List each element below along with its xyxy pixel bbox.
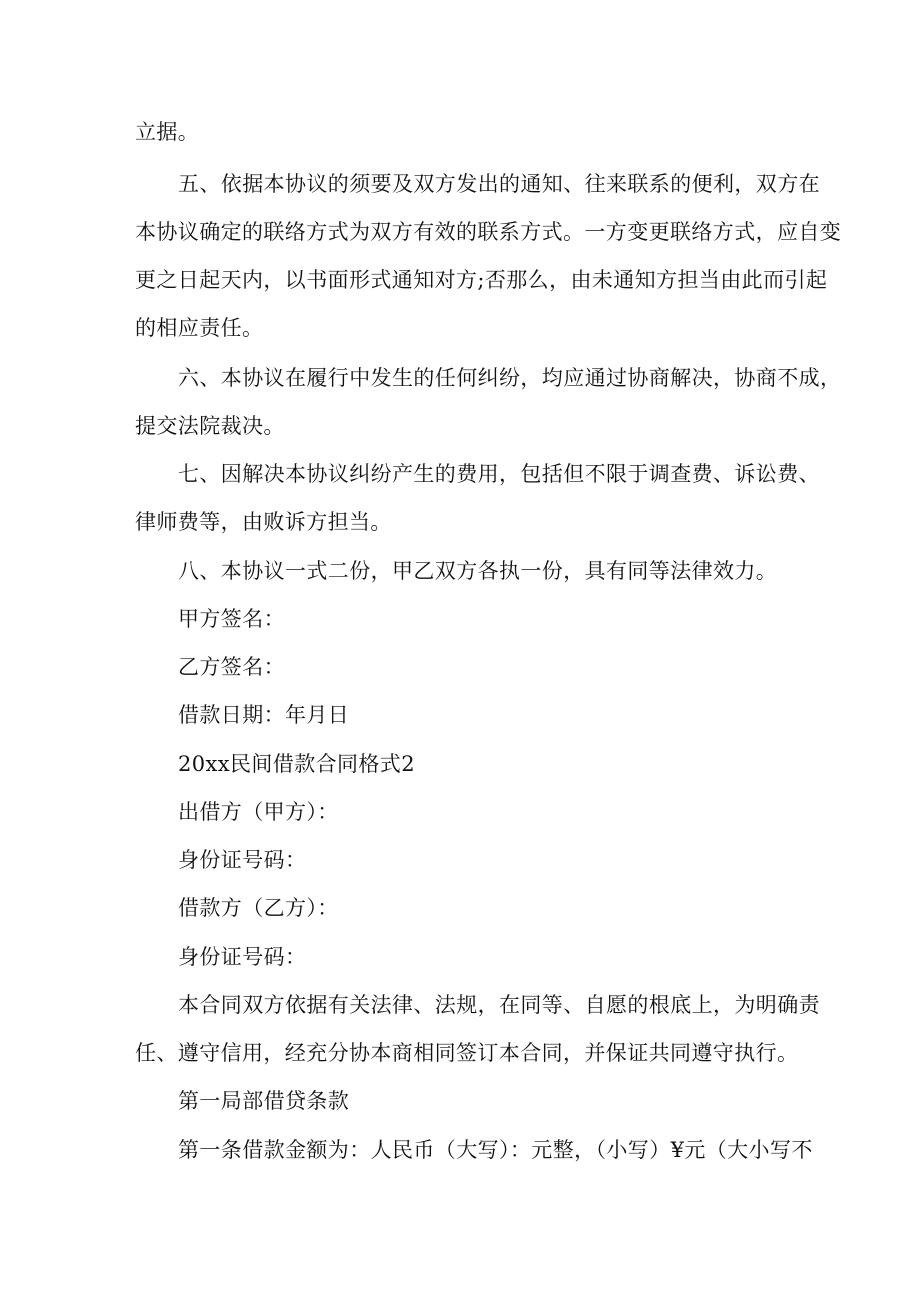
text-line-12: 乙方签名： — [178, 655, 285, 679]
text-line-15: 出借方（甲方）： — [178, 800, 339, 824]
text-line-21: 第一局部借贷条款 — [178, 1089, 350, 1113]
text-line-10: 八、本协议一式二份，甲乙双方各执一份，具有同等法律效力。 — [178, 559, 778, 583]
text-line-7: 提交法院裁决。 — [135, 414, 285, 438]
text-line-5: 的相应责任。 — [135, 316, 264, 340]
text-line-1: 立据。 — [135, 120, 200, 144]
text-line-20: 任、遵守信用，经充分协本商相同签订本合同，并保证共同遵守执行。 — [135, 1041, 799, 1065]
text-line-18: 身份证号码： — [178, 945, 307, 969]
text-line-14: 20xx民间借款合同格式2 — [178, 752, 415, 776]
text-line-2: 五、依据本协议的须要及双方发出的通知、往来联系的便利，双方在 — [178, 172, 820, 196]
text-line-17: 借款方（乙方）： — [178, 896, 339, 920]
text-line-13: 借款日期：年月日 — [178, 703, 350, 727]
text-line-9: 律师费等，由败诉方担当。 — [135, 510, 392, 534]
text-line-16: 身份证号码： — [178, 848, 307, 872]
text-line-19: 本合同双方依据有关法律、法规，在同等、自愿的根底上，为明确责 — [178, 993, 820, 1017]
text-line-22: 第一条借款金额为：人民币（大写）：元整，（小写）¥元（大小写不 — [178, 1138, 813, 1162]
text-line-11: 甲方签名： — [178, 607, 285, 631]
text-line-6: 六、本协议在履行中发生的任何纠纷，均应通过协商解决，协商不成， — [178, 366, 842, 390]
text-line-8: 七、因解决本协议纠纷产生的费用，包括但不限于调查费、诉讼费、 — [178, 462, 820, 486]
text-line-4: 更之日起天内，以书面形式通知对方;否那么，由未通知方担当由此而引起 — [135, 268, 828, 292]
text-line-3: 本协议确定的联络方式为双方有效的联系方式。一方变更联络方式，应自变 — [135, 220, 842, 244]
